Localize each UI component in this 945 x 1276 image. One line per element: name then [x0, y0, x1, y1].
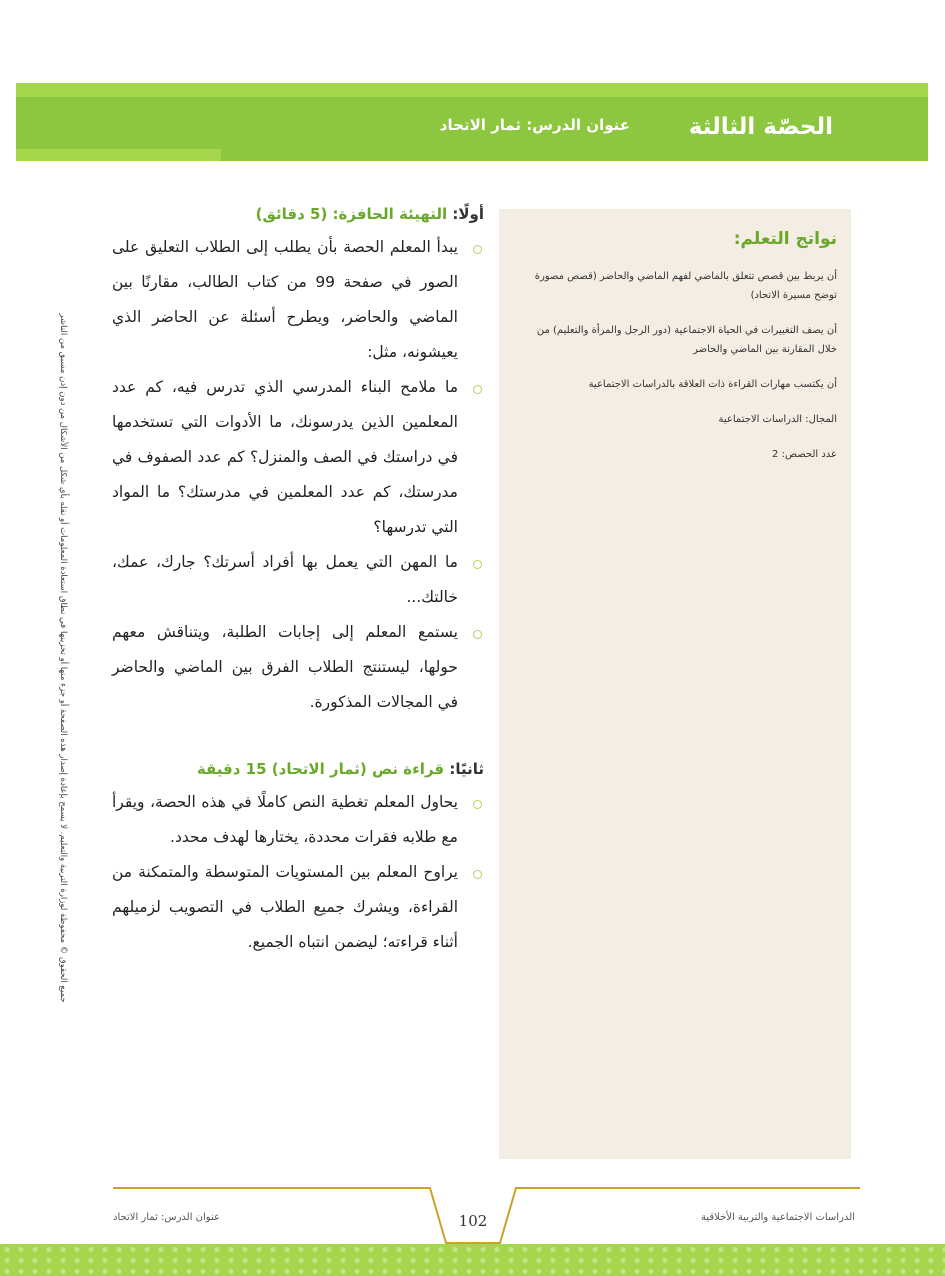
- list-item: [112, 545, 484, 615]
- outcomes-title: نواتج التعلم:: [733, 229, 837, 249]
- bullet-circle-icon: [473, 385, 482, 394]
- learning-outcomes-panel: [499, 209, 851, 1159]
- list-item-text: ما ملامح البناء المدرسي الذي تدرس فيه، كم عدد المعلمين الذين يدرسونك، ما الأدوات التي تستخدمها في دراستك في الصف والمنزل؟ كم عدد الصفوف في مدرستك، كم عدد المعلمين في مدرستك؟ ما المواد التي تدرسها؟: [112, 378, 458, 536]
- bullet-circle-icon: [473, 245, 482, 254]
- outcome-item: أن يكتسب مهارات القراءة ذات العلاقة بالدراسات الاجتماعية: [588, 379, 837, 390]
- header-stripe-bottom: [16, 149, 221, 161]
- list-item-text: يحاول المعلم تغطية النص كاملًا في هذه الحصة، ويقرأ مع طلابه فقرات محددة، يختارها لهدف محدد.: [112, 793, 458, 846]
- section-heading-reading: [112, 760, 484, 778]
- copyright-side-note: جميع الحقوق © محفوظة لوزارة التربية والتعليم. لا يسمح بإعادة إصدار هذه الصفحة أو جزء منها أو تخزينها في نطاق استعادة المعلومات أو نقله بأي شكل من الأشكال من دون إذن مسبق من الناشر: [58, 313, 68, 1003]
- bullet-circle-icon: [473, 870, 482, 879]
- list-item: [112, 855, 484, 960]
- bullet-circle-icon: [473, 630, 482, 639]
- list-item: [112, 230, 484, 370]
- outcome-item: أن يصف التغييرات في الحياة الاجتماعية (دور الرجل والمرأة والتعليم) من خلال المقارنة بين الماضي والحاضر: [536, 325, 837, 355]
- page-number: 102: [458, 1212, 488, 1230]
- decorative-pattern: [0, 1244, 945, 1276]
- lesson-content: [112, 205, 484, 960]
- list-item-text: يراوح المعلم بين المستويات المتوسطة والمتمكنة من القراءة، ويشرك جميع الطلاب في التصويب لزميلهم أثناء قراءته؛ ليضمن انتباه الجميع.: [112, 863, 458, 951]
- section-heading-warmup: [112, 205, 484, 223]
- footer-book-title: الدراسات الاجتماعية والتربية الأخلاقية: [700, 1212, 855, 1223]
- list-item-text: يستمع المعلم إلى إجابات الطلبة، ويتناقش معهم حولها، ليستنتج الطلاب الفرق بين الماضي والحاضر في المجالات المذكورة.: [112, 623, 458, 711]
- outcome-domain: المجال: الدراسات الاجتماعية: [718, 414, 837, 425]
- header-stripe-top: [16, 83, 928, 97]
- list-item-text: ما المهن التي يعمل بها أفراد أسرتك؟ جارك، عمك، خالتك...: [112, 553, 458, 606]
- list-item: [112, 615, 484, 720]
- list-item-text: يبدأ المعلم الحصة بأن يطلب إلى الطلاب التعليق على الصور في صفحة 99 من كتاب الطالب، مقارنًا بين الماضي والحاضر، ويطرح أسئلة عن الحاضر الذي يعيشونه، مثل:: [112, 238, 459, 361]
- section-heading-text: قراءة نص (ثمار الاتحاد) 15 دقيقة: [196, 760, 445, 778]
- outcome-item: أن يربط بين قصص تتعلق بالماضي لفهم الماضي والحاضر (قصص مصورة توضح مسيرة الاتحاد): [534, 271, 837, 301]
- bullet-circle-icon: [473, 800, 482, 809]
- section-number: أولًا:: [452, 205, 484, 223]
- session-title: الحصّة الثالثة: [688, 114, 833, 140]
- bullet-circle-icon: [473, 560, 482, 569]
- section-number: ثانيًا:: [449, 760, 484, 778]
- list-item: [112, 370, 484, 545]
- outcome-sessions-count: عدد الحصص: 2: [772, 449, 837, 460]
- bottom-pattern-strip: [0, 1244, 945, 1276]
- footer-lesson-label: عنوان الدرس: ثمار الاتحاد: [113, 1212, 220, 1223]
- list-item: [112, 785, 484, 855]
- lesson-title: عنوان الدرس: ثمار الاتحاد: [439, 116, 630, 134]
- section-heading-text: التهيئة الحافزة: (5 دقائق): [255, 205, 448, 223]
